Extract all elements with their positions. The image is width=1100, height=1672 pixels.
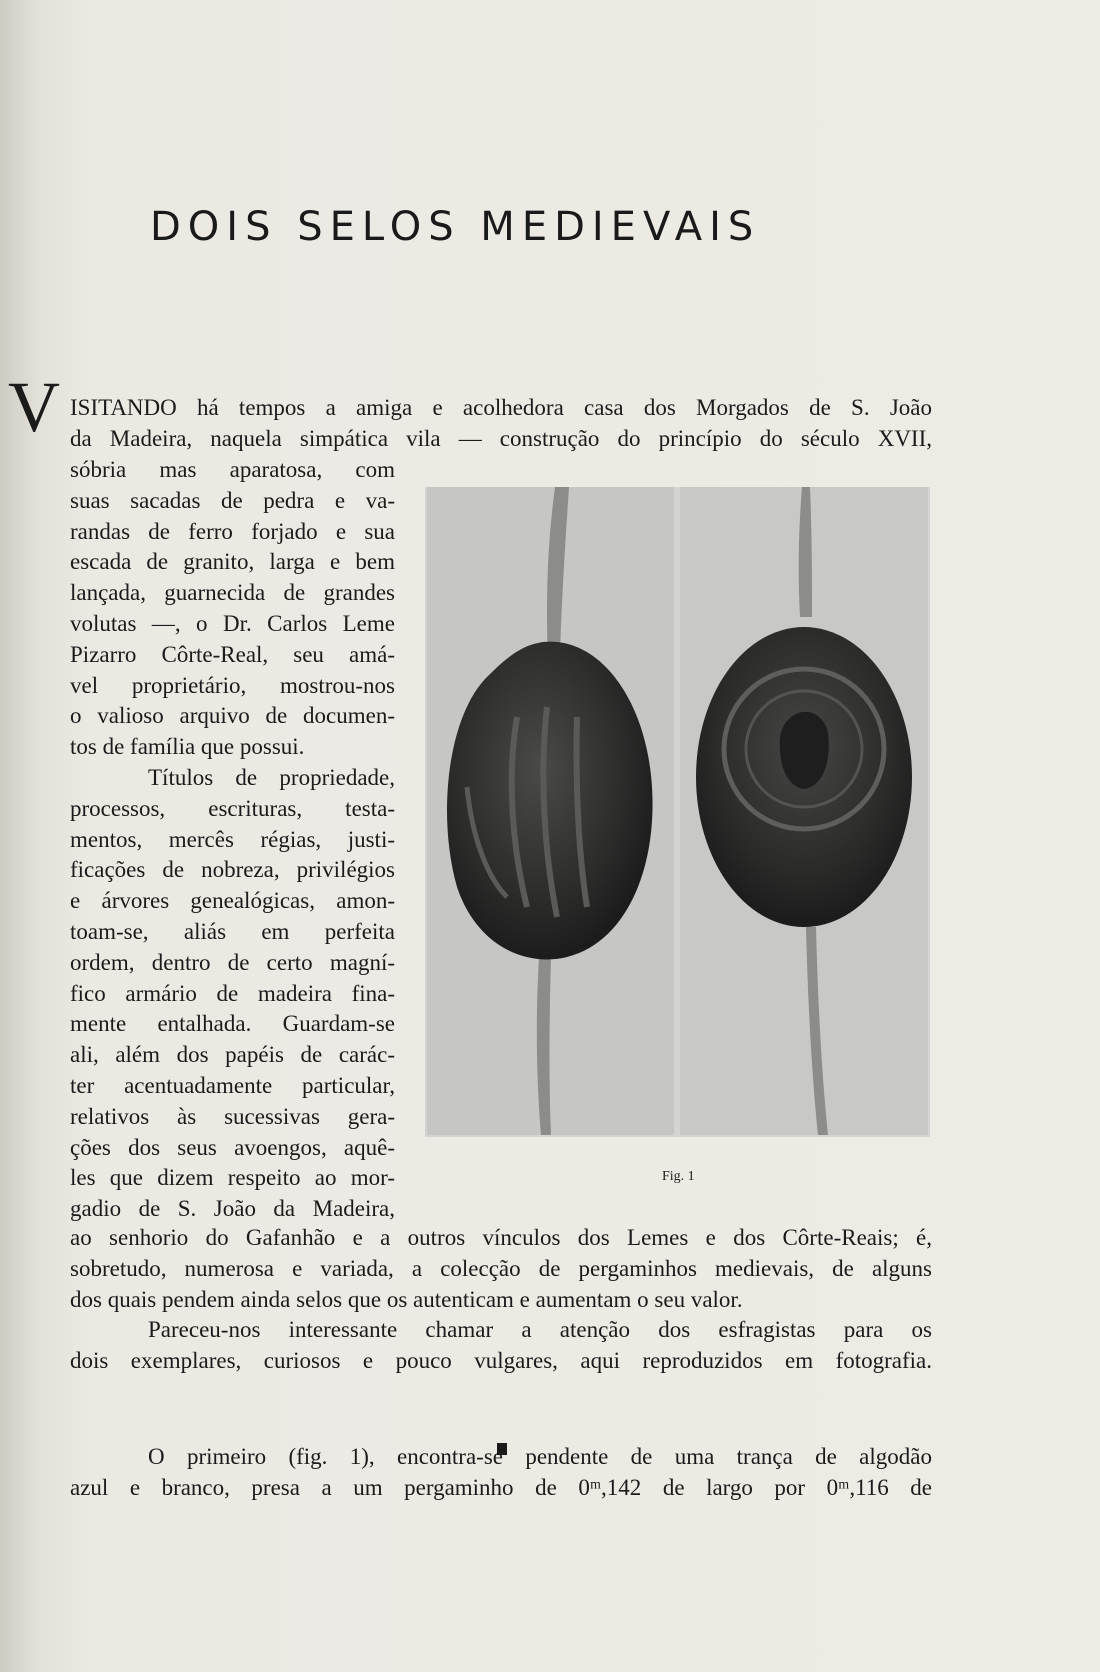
article-title: DOIS SELOS MEDIEVAIS xyxy=(150,204,761,250)
text-line: mente entalhada. Guardam-se xyxy=(70,1011,395,1037)
text-line: da Madeira, naquela simpática vila — construção do princípio do século XVII, xyxy=(70,425,932,451)
text-line: azul e branco, presa a um pergaminho de 0ᵐ,142 de largo por 0ᵐ,116 de xyxy=(70,1474,932,1500)
text-line: processos, escrituras, testa- xyxy=(70,795,395,821)
second-section xyxy=(70,1442,932,1504)
text-line: ter acentuadamente particular, xyxy=(70,1072,395,1098)
drop-cap: V xyxy=(8,367,60,447)
text-line: escada de granito, larga e bem xyxy=(70,549,395,575)
text-line: ficações de nobreza, privilégios xyxy=(70,857,395,883)
seal-photo-obverse xyxy=(427,487,674,1135)
text-line: sobretudo, numerosa e variada, a colecção de pergaminhos medievais, de alguns xyxy=(70,1255,932,1281)
text-line: e árvores genealógicas, amon- xyxy=(70,888,395,914)
figure-plate xyxy=(425,487,930,1137)
text-line: toam-se, aliás em perfeita xyxy=(70,918,395,944)
text-line: sóbria mas aparatosa, com xyxy=(70,457,395,482)
text-line: Pareceu-nos interessante chamar a atenção dos esfragistas para os xyxy=(148,1317,932,1343)
opening-lines xyxy=(70,393,932,455)
text-line: ISITANDO há tempos a amiga e acolhedora casa dos Morgados de S. João xyxy=(70,395,932,420)
narrow-column xyxy=(70,455,395,1225)
seal-photo-reverse xyxy=(680,487,928,1135)
text-line: Títulos de propriedade, xyxy=(148,764,395,790)
figure-caption: Fig. 1 xyxy=(662,1169,695,1184)
text-line: suas sacadas de pedra e va- xyxy=(70,487,395,513)
text-line: ções dos seus avoengos, aquê- xyxy=(70,1134,395,1160)
text-line: vel proprietário, mostrou-nos xyxy=(70,672,395,698)
text-line: randas de ferro forjado e sua xyxy=(70,518,395,544)
text-line: dos quais pendem ainda selos que os autenticam e aumentam o seu valor. xyxy=(70,1286,743,1312)
full-width-paragraphs xyxy=(70,1223,932,1377)
text-line: Pizarro Côrte-Real, seu amá- xyxy=(70,641,395,667)
text-line: volutas —, o Dr. Carlos Leme xyxy=(70,610,395,636)
text-line: o valioso arquivo de documen- xyxy=(70,703,395,729)
text-line: ao senhorio do Gafanhão e a outros vínculos dos Lemes e dos Côrte-Reais; é, xyxy=(70,1225,932,1250)
text-line: dois exemplares, curiosos e pouco vulgares, aqui reproduzidos em fotografia. xyxy=(70,1348,932,1374)
text-line: les que dizem respeito ao mor- xyxy=(70,1165,395,1191)
text-line: lançada, guarnecida de grandes xyxy=(70,580,395,606)
text-line: ali, além dos papéis de carác- xyxy=(70,1042,395,1068)
text-line: gadio de S. João da Madeira, xyxy=(70,1196,395,1222)
text-line: relativos às sucessivas gera- xyxy=(70,1103,395,1129)
text-line: O primeiro (fig. 1), encontra-se pendente de uma trança de algodão xyxy=(148,1444,932,1469)
text-line: fico armário de madeira fina- xyxy=(70,980,395,1006)
text-line: mentos, mercês régias, justi- xyxy=(70,826,395,852)
text-line: tos de família que possui. xyxy=(70,734,305,760)
text-line: ordem, dentro de certo magní- xyxy=(70,949,395,975)
